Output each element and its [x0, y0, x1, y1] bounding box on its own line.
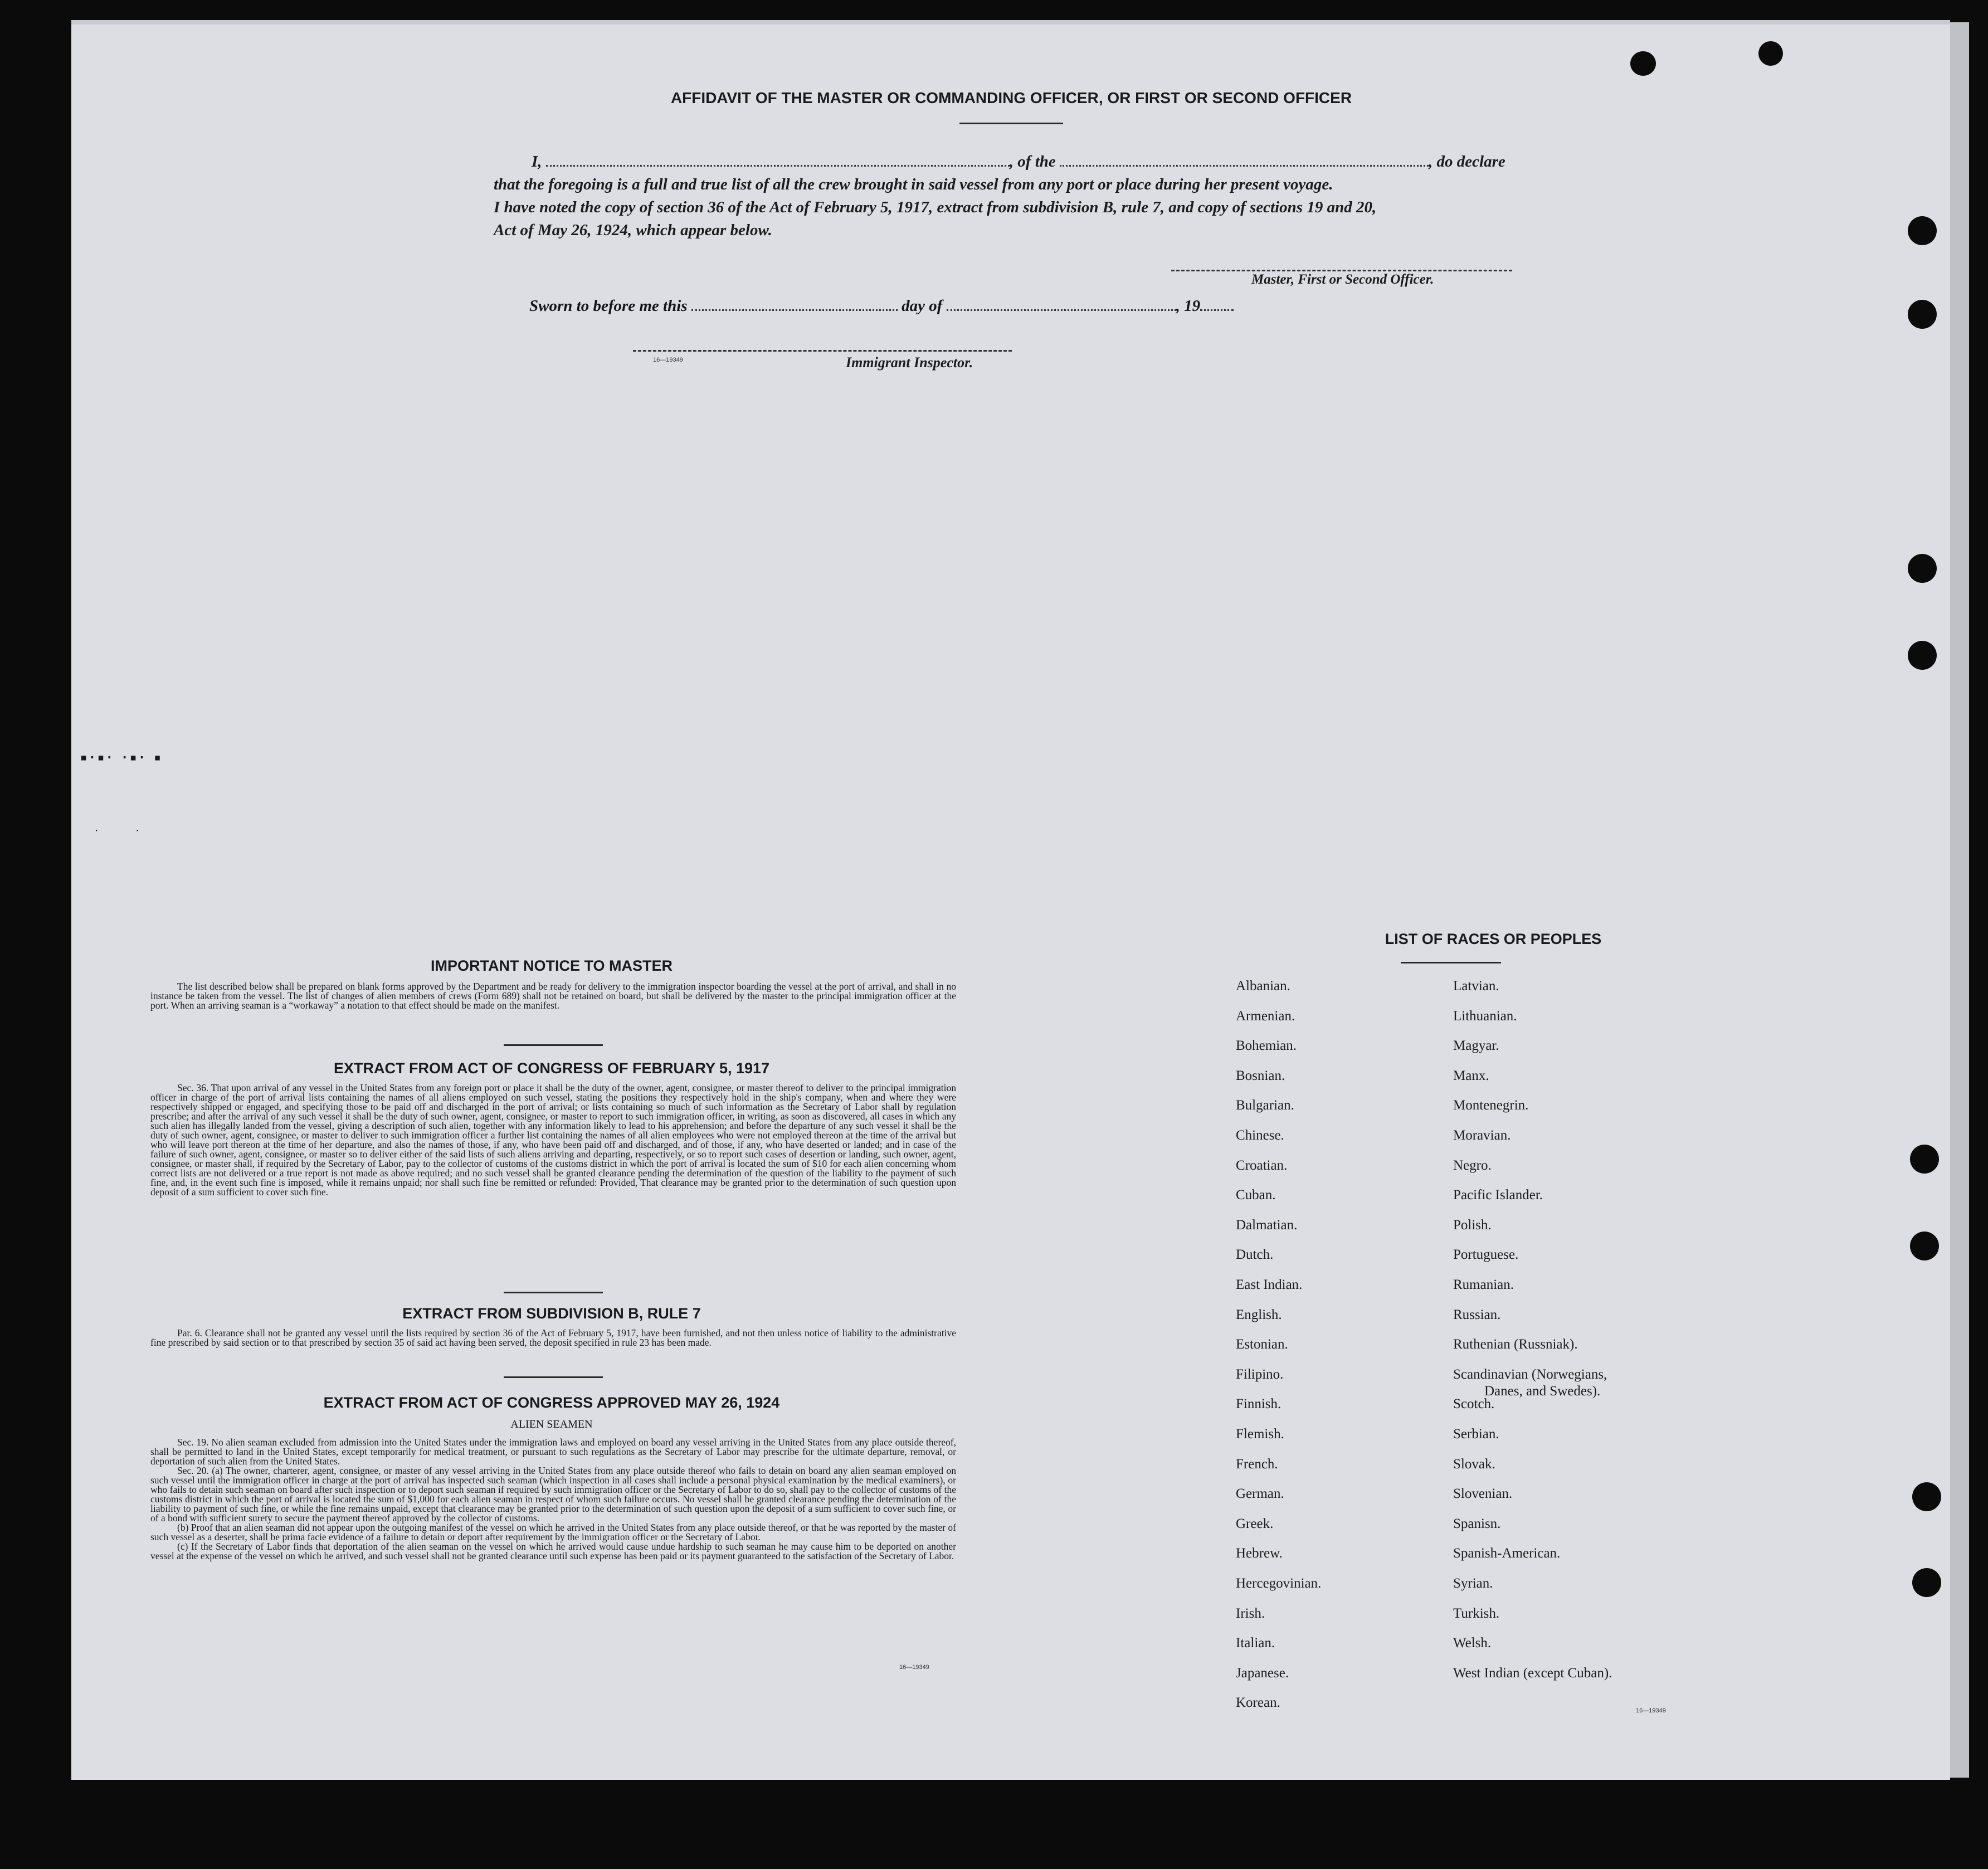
sworn-month-field[interactable]: [947, 297, 1176, 311]
section-divider: [504, 1292, 603, 1293]
race-item: Hebrew.: [1236, 1546, 1283, 1561]
race-item: Albanian.: [1236, 979, 1290, 994]
race-item: Manx.: [1453, 1068, 1489, 1083]
vessel-blank-field[interactable]: [1060, 153, 1429, 167]
race-item: Estonian.: [1236, 1337, 1288, 1352]
extract-form-number: 16—19349: [899, 1664, 929, 1671]
par-6-paragraph: Par. 6. Clearance shall not be granted any vessel until the lists required by section 36 of the Act of February 5, 1917, have been furnished, and not then unless notice of liability to the administrative fine prescribed by said section or to that prescribed by section 35 of said act having been served, the deposit specified in rule 23 has been made.: [150, 1327, 956, 1348]
race-item: Lithuanian.: [1453, 1008, 1517, 1024]
race-item: Negro.: [1453, 1157, 1492, 1173]
binder-hole-icon: [1910, 1145, 1939, 1174]
race-item: Welsh.: [1453, 1636, 1492, 1651]
race-item: Korean.: [1236, 1695, 1280, 1711]
race-item: Danes, and Swedes).: [1484, 1383, 1601, 1399]
race-item: Greek.: [1236, 1516, 1274, 1531]
binder-hole-icon: [1908, 641, 1937, 670]
affidavit-line-4: Act of May 26, 1924, which appear below.: [494, 221, 772, 239]
race-item: Croatian.: [1236, 1157, 1288, 1173]
race-item: Slovenian.: [1453, 1486, 1513, 1502]
race-item: Slovak.: [1453, 1456, 1495, 1472]
races-title: LIST OF RACES OR PEOPLES: [1385, 931, 1602, 947]
extract-1924-title: EXTRACT FROM ACT OF CONGRESS APPROVED MAY 26, 1924: [323, 1394, 780, 1411]
race-item: Russian.: [1453, 1307, 1501, 1322]
sworn-day-field[interactable]: [691, 297, 898, 311]
extract-1917-body: [150, 1083, 956, 1197]
race-item: Chinese.: [1236, 1128, 1284, 1143]
binder-hole-icon: [1910, 1232, 1939, 1260]
race-item: Bohemian.: [1236, 1038, 1297, 1054]
race-item: Syrian.: [1453, 1576, 1493, 1591]
sec-19-paragraph: Sec. 19. No alien seaman excluded from admission into the United States under the immigration laws and employed on board any vessel arriving in the United States from any place outside thereof, shall be permitted to land in the United States, except temporarily for medical treatment, or pursuant to such regulations as the Secretary of Labor may prescribe for the ultimate departure, removal, or deportation of such alien from the United States.: [150, 1437, 956, 1467]
binder-hole-icon: [1912, 1482, 1941, 1511]
race-item: Serbian.: [1453, 1427, 1499, 1442]
notice-title: IMPORTANT NOTICE TO MASTER: [431, 957, 673, 974]
race-item: Bulgarian.: [1236, 1098, 1294, 1113]
notice-paragraph: The list described below shall be prepared on blank forms approved by the Department and be ready for delivery to the immigration inspector boarding the vessel at the port of arrival, and shall in no instance be taken from the vessel. The list of changes of alien members of crews (Form 689) shall not be retained on board, but shall be delivered by the master to the principal immigration officer at the port. When an arriving seaman is a “workaway” a notation to that effect should be made on the manifest.: [150, 981, 956, 1011]
affidavit-title: AFFIDAVIT OF THE MASTER OR COMMANDING OFFICER, OR FIRST OR SECOND OFFICER: [670, 89, 1352, 106]
race-item: Turkish.: [1453, 1605, 1500, 1621]
race-item: Hercegovinian.: [1236, 1576, 1322, 1591]
sworn-line: [529, 297, 1234, 315]
race-item: Dutch.: [1236, 1247, 1274, 1263]
race-item: Pacific Islander.: [1453, 1187, 1543, 1203]
affidavit-do-declare: , do declare: [1429, 153, 1505, 171]
races-title-rule: [1401, 962, 1501, 963]
race-item: Portuguese.: [1453, 1247, 1519, 1263]
race-item: French.: [1236, 1456, 1278, 1472]
extract-1924-subtitle: ALIEN SEAMEN: [510, 1418, 593, 1430]
notice-body: [150, 982, 956, 1010]
race-item: German.: [1236, 1486, 1284, 1502]
race-item: Flemish.: [1236, 1427, 1284, 1442]
race-item: Finnish.: [1236, 1396, 1282, 1412]
sworn-year-field[interactable]: [1200, 297, 1234, 311]
race-item: Magyar.: [1453, 1038, 1499, 1054]
race-item: Montenegrin.: [1453, 1098, 1529, 1113]
race-item: East Indian.: [1236, 1277, 1303, 1292]
race-item: Filipino.: [1236, 1366, 1284, 1382]
extract-rule7-body: [150, 1328, 956, 1347]
extract-1924-body: [150, 1438, 956, 1561]
race-item: English.: [1236, 1307, 1282, 1322]
binder-hole-icon: [1908, 300, 1937, 329]
master-signature-line[interactable]: [1171, 270, 1512, 271]
binder-hole-icon: [1908, 216, 1937, 245]
race-item: Scandinavian (Norwegians,: [1453, 1366, 1607, 1382]
affidavit-form-number: 16—19349: [653, 357, 683, 363]
sheet-edge-shadow: [1950, 22, 1969, 1778]
sworn-prefix: Sworn to before me this: [529, 297, 688, 315]
binder-hole-icon: [1912, 1568, 1941, 1597]
race-item: Scotch.: [1453, 1396, 1495, 1412]
race-item: Rumanian.: [1453, 1277, 1514, 1292]
inspector-signature-line[interactable]: [633, 350, 1012, 352]
affidavit-line-3: I have noted the copy of section 36 of the Act of February 5, 1917, extract from subdivision B, rule 7, and copy of sections 19 and 20,: [494, 198, 1377, 216]
race-item: Dalmatian.: [1236, 1217, 1298, 1233]
race-item: Armenian.: [1236, 1008, 1295, 1024]
sec-20b-paragraph: (b) Proof that an alien seaman did not appear upon the outgoing manifest of the vessel on which he arrived in the United States from any place outside thereof, or that he was reported by the master of such vessel as a deserter, shall be prima facie evidence of a failure to detain or deport after requirement by the immigration officer or the Secretary of Labor.: [150, 1522, 956, 1542]
race-item: Latvian.: [1453, 979, 1499, 994]
affidavit-of-the: , of the: [1009, 153, 1056, 171]
race-item: Italian.: [1236, 1636, 1275, 1651]
section-divider: [504, 1376, 603, 1378]
race-item: Polish.: [1453, 1217, 1492, 1233]
master-signature-label: Master, First or Second Officer.: [1251, 272, 1434, 287]
sworn-year-prefix: , 19: [1176, 297, 1201, 315]
binder-hole-icon: [1758, 41, 1783, 66]
binder-hole-icon: [1630, 51, 1656, 76]
sec-20a-paragraph: Sec. 20. (a) The owner, charterer, agent, consignee, or master of any vessel arriving in the United States from any place outside thereof who fails to detain on board any alien seaman employed on such vessel until the immigration officer in charge at the port of arrival has inspected such seaman (which inspection in all cases shall include a personal physical examination by the medical examiners), or who fails to detain such seaman on board after such inspection or to deport such seaman if required by such immigration officer or the Secretary of Labor to do so, shall pay to the collector of customs of the customs district in which the port of arrival is located the sum of $1,000 for each alien seaman in respect of whom such failure occurs. No vessel shall be granted clearance pending the determination of the liability to payment of such fine, or while the fine remains unpaid, except that clearance may be granted prior to the determination of such question upon the deposit of a sum sufficient to cover such fine, or of a bond with sufficient surety to secure the payment thereof approved by the collector of customs.: [150, 1465, 956, 1524]
race-item: Ruthenian (Russniak).: [1453, 1337, 1578, 1352]
extract-1917-title: EXTRACT FROM ACT OF CONGRESS OF FEBRUARY 5, 1917: [333, 1060, 770, 1077]
races-form-number: 16—19349: [1636, 1707, 1666, 1714]
affidavit-i: I,: [532, 153, 542, 171]
affidavit-body: [494, 150, 1536, 242]
race-item: Japanese.: [1236, 1665, 1289, 1681]
sworn-day-of: day of: [902, 297, 943, 315]
race-item: Bosnian.: [1236, 1068, 1285, 1083]
race-item: Cuban.: [1236, 1187, 1276, 1203]
extract-rule7-title: EXTRACT FROM SUBDIVISION B, RULE 7: [402, 1305, 701, 1322]
binder-hole-icon: [1908, 554, 1937, 583]
race-item: Spanisn.: [1453, 1516, 1501, 1531]
scan-marks: ▪⋅▪⋅ ⋅▪⋅ ▪: [80, 748, 163, 768]
section-divider: [504, 1044, 603, 1046]
scan-marks: ⋅ ⋅: [95, 825, 142, 837]
race-item: Moravian.: [1453, 1128, 1511, 1143]
sec-36-paragraph: Sec. 36. That upon arrival of any vessel in the United States from any foreign port or place it shall be the duty of the owner, agent, consignee, or master thereof to deliver to the principal immigration officer in charge of the port of arrival lists containing the names of all aliens employed on such vessel, stating the positions they respectively hold in the ship's company, when and where they were respectively shipped or engaged, and specifying those to be paid off and discharged in the port of arrival; or lists containing so much of such information as the Secretary of Labor shall by regulation prescribe; and after the arrival of any such vessel it shall be the duty of such owner, agent, consignee, or master to report to such immigration officer, in writing, as soon as discovered, all cases in which any such alien has illegally landed from the vessel, giving a description of such alien, together with any information likely to lead to his apprehension; and before the departure of any such vessel it shall be the duty of such owner, agent, consignee, or master to deliver to such immigration officer a further list containing the names of all alien employees who were not employed thereon at the time of the arrival but who will leave port thereon at the time of her departure, and also the names of those, if any, who have been paid off and discharged, and of those, if any, who have deserted or landed; and in case of the failure of such owner, agent, consignee, or master so to deliver either of the said lists of such aliens arriving and departing, respectively, or so to report such cases of desertion or landing, such owner, agent, consignee, or master shall, if required by the Secretary of Labor, pay to the collector of customs of the customs district in which the port of arrival is located the sum of $10 for each alien concerning whom correct lists are not delivered or a true report is not made as above required; and no such vessel shall be granted clearance pending the determination of the question of the liability to the payment of such fine, and, in the event such fine is imposed, while it remains unpaid; nor shall such fine be remitted or refunded: Provided, That clearance may be granted prior to the determination of such question upon deposit of a sum sufficient to cover such fine.: [150, 1082, 956, 1198]
title-rule: [959, 123, 1063, 124]
race-item: Spanish-American.: [1453, 1546, 1561, 1561]
inspector-label: Immigrant Inspector.: [846, 354, 973, 371]
race-item: West Indian (except Cuban).: [1453, 1665, 1612, 1681]
name-blank-field[interactable]: [546, 153, 1010, 167]
race-item: Irish.: [1236, 1605, 1265, 1621]
sec-20c-paragraph: (c) If the Secretary of Labor finds that deportation of the alien seaman on the vessel on which he arrived would cause undue hardship to such seaman he may cause him to be deported on another vessel at the expense of the vessel on which he arrived, and such vessel shall not be granted clearance until such expense has been paid or its payment guaranteed to the satisfaction of the Secretary of Labor.: [150, 1541, 956, 1561]
affidavit-line-2: that the foregoing is a full and true list of all the crew brought in said vessel from any port or place during her present voyage.: [494, 176, 1333, 193]
